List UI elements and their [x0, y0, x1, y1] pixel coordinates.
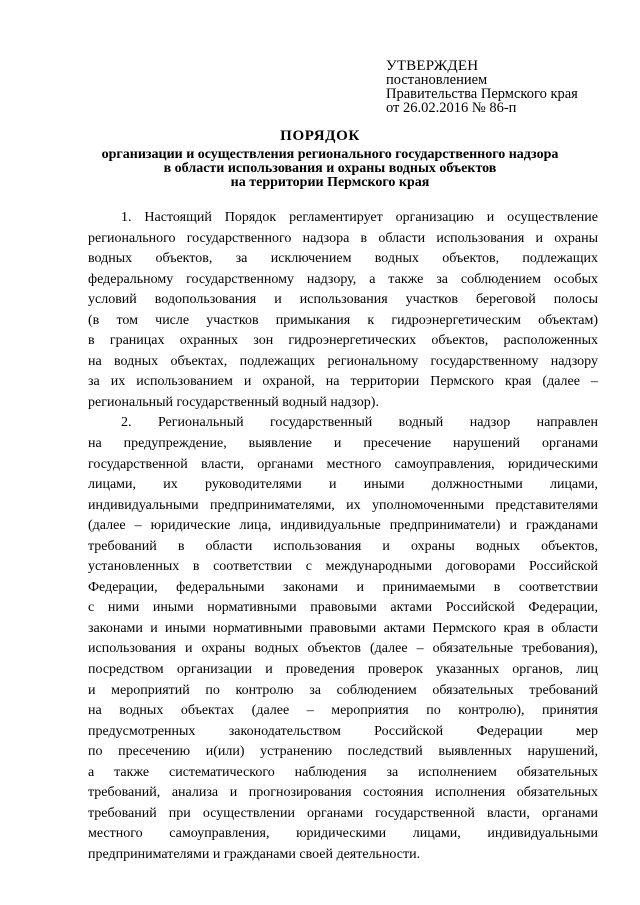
paragraph-line: предпринимателями и гражданами своей деятельности. — [88, 846, 421, 862]
subtitle-line: на территории Пермского края — [230, 175, 430, 190]
paragraph-line: за их использованием и охраной, на территории Пермского края (далее – — [88, 374, 598, 390]
paragraph-line: на водных объектах (далее – мероприятия по контролю), принятия — [88, 703, 598, 719]
document-subtitle — [60, 148, 600, 190]
approval-line-2: Правительства Пермского края — [386, 86, 578, 102]
paragraph-line: (в том числе участков примыкания к гидроэнергетическим объектам) — [88, 312, 598, 328]
paragraph-line: предусмотренных законодательством Российской Федерации мер — [88, 723, 598, 739]
paragraph-line: на водных объектах, подлежащих региональному государственному надзору — [88, 353, 598, 369]
paragraph-line: требований, анализа и прогнозирования состояния исполнения обязательных — [88, 785, 598, 801]
paragraph-line: местного самоуправления, юридическими лицами, индивидуальными — [88, 826, 598, 842]
paragraph-line: 1. Настоящий Порядок регламентирует организацию и осуществление — [121, 210, 598, 225]
paragraph-line: требований при осуществлении органами государственной власти, органами — [88, 805, 598, 821]
paragraph-1 — [88, 208, 598, 413]
paragraph-line: регионального государственного надзора в области использования и охраны — [88, 230, 598, 246]
paragraph-line: с ними иными нормативными правовыми актами Российской Федерации, — [88, 600, 598, 616]
paragraph-line: в границах охранных зон гидроэнергетических объектов, расположенных — [88, 333, 598, 349]
paragraph-line: федеральному государственному надзору, а также за соблюдением особых — [88, 271, 598, 287]
paragraph-line: законами и иными нормативными правовыми актами Пермского края в области — [88, 620, 598, 636]
paragraph-line: установленных в соответствии с международными договорами Российской — [88, 559, 598, 575]
approval-line-3: от 26.02.2016 № 86-п — [386, 100, 517, 116]
paragraph-line: лицами, их руководителями и иными должностными лицами, — [88, 477, 598, 493]
paragraph-line: государственной власти, органами местного самоуправления, юридическими — [88, 456, 598, 472]
approval-block — [386, 59, 578, 115]
subtitle-line: организации и осуществления регионального государственного надзора — [101, 147, 559, 162]
paragraph-line: посредством организации и проведения проверок указанных органов, лиц — [88, 662, 598, 678]
paragraph-line: требований в области использования и охраны водных объектов, — [88, 538, 598, 554]
paragraph-line: 2. Региональный государственный водный надзор направлен — [121, 415, 598, 431]
document-body — [88, 208, 598, 866]
paragraph-2 — [88, 413, 598, 865]
paragraph-line: использования и охраны водных объектов (далее – обязательные требования), — [88, 641, 598, 657]
paragraph-line: (далее – юридические лица, индивидуальные предприниматели) и гражданами — [88, 518, 598, 534]
paragraph-line: водных объектов, за исключением водных объектов, подлежащих — [88, 251, 598, 267]
paragraph-line: и мероприятий по контролю за соблюдением обязательных требований — [88, 682, 598, 698]
paragraph-line: на предупреждение, выявление и пресечение нарушений органами — [88, 436, 598, 452]
paragraph-line: региональный государственный водный надзор). — [88, 394, 379, 410]
paragraph-line: а также систематического наблюдения за исполнением обязательных — [88, 764, 598, 780]
document-title: ПОРЯДОК — [280, 128, 360, 144]
paragraph-line: индивидуальными предпринимателями, их уполномоченными представителями — [88, 497, 598, 513]
paragraph-line: условий водопользования и использования участков береговой полосы — [88, 292, 598, 308]
subtitle-line: в области использования и охраны водных объектов — [163, 161, 497, 176]
approval-stamp: УТВЕРЖДЕН — [386, 58, 479, 74]
paragraph-line: по пресечению и(или) устранению последствий выявленных нарушений, — [88, 744, 598, 760]
paragraph-line: Федерации, федеральными законами и принимаемыми в соответствии — [88, 579, 598, 595]
approval-line-1: постановлением — [386, 72, 488, 88]
